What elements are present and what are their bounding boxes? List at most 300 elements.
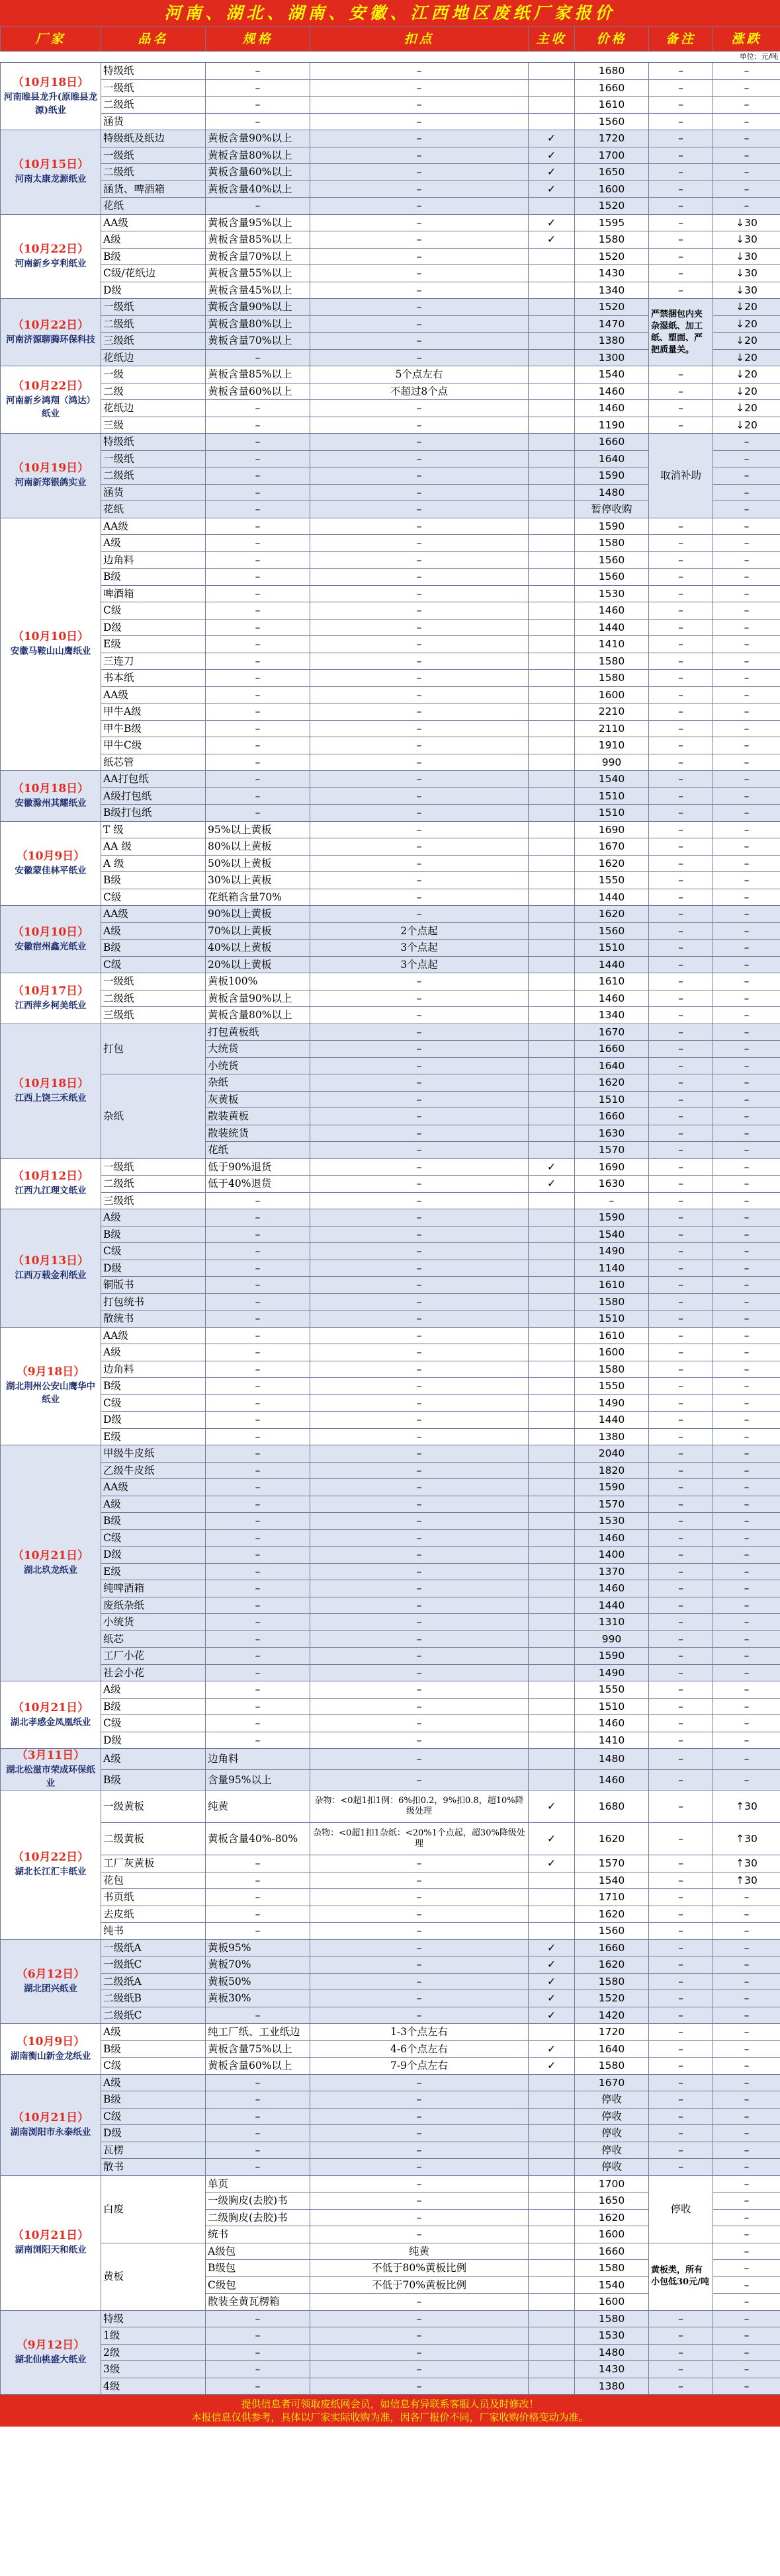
spec-cell: – — [206, 434, 310, 451]
deduct-cell: – — [310, 417, 529, 434]
price-cell: 1640 — [575, 2040, 649, 2058]
main-check-cell — [529, 1479, 575, 1496]
price-cell: 1480 — [575, 2344, 649, 2361]
factory-cell — [1, 973, 101, 1024]
price-cell: 1670 — [575, 838, 649, 856]
deduct-cell: 杂物：<0超1扣1例：6%扣0.2，9%扣0.8，超10%降级处理 — [310, 1791, 529, 1823]
table-row — [1, 518, 780, 535]
item-cell: 二级纸B — [101, 1990, 206, 2007]
main-check-cell — [529, 973, 575, 990]
spec-cell: – — [206, 569, 310, 586]
spec-cell: – — [206, 1630, 310, 1648]
note-cell: – — [649, 1108, 713, 1125]
item-cell: 甲牛C级 — [101, 737, 206, 754]
note-cell: 停收 — [649, 2175, 713, 2243]
deduct-cell: – — [310, 686, 529, 704]
spec-cell: 杂纸 — [206, 1074, 310, 1092]
table-row — [1, 1956, 780, 1974]
spec-cell: – — [206, 467, 310, 485]
change-cell: – — [713, 1091, 780, 1108]
main-check-cell: ✓ — [529, 1973, 575, 1990]
deduct-cell: – — [310, 1344, 529, 1361]
price-cell: 1560 — [575, 569, 649, 586]
main-check-cell — [529, 2226, 575, 2243]
main-check-cell — [529, 855, 575, 872]
item-cell: 一级纸C — [101, 1956, 206, 1974]
main-check-cell — [529, 940, 575, 957]
item-cell: AA级 — [101, 906, 206, 923]
price-cell: 990 — [575, 754, 649, 771]
main-check-cell — [529, 2159, 575, 2176]
change-cell: – — [713, 2276, 780, 2294]
factory-cell — [1, 1445, 101, 1681]
price-cell: 1610 — [575, 1277, 649, 1294]
spec-cell: 黄板70% — [206, 1956, 310, 1974]
item-cell: 一级纸 — [101, 450, 206, 467]
change-cell: – — [713, 2040, 780, 2058]
deduct-cell: – — [310, 805, 529, 822]
factory-date: （10月10日） — [12, 630, 89, 644]
item-cell: D级 — [101, 1732, 206, 1749]
price-cell: 停收 — [575, 2108, 649, 2125]
change-cell: – — [713, 1226, 780, 1243]
spec-cell: – — [206, 1698, 310, 1715]
table-row — [1, 990, 780, 1007]
table-row — [1, 906, 780, 923]
spec-cell: – — [206, 704, 310, 721]
price-cell: 1620 — [575, 1956, 649, 1974]
main-check-cell — [529, 1293, 575, 1310]
table-row — [1, 585, 780, 602]
table-row — [1, 2344, 780, 2361]
spec-cell: – — [206, 1293, 310, 1310]
factory-name: 安徽滁州其耀纸业 — [15, 797, 87, 809]
change-cell: ↓30 — [713, 231, 780, 249]
note-cell: – — [649, 1209, 713, 1227]
deduct-cell: – — [310, 164, 529, 181]
item-cell: A级 — [101, 231, 206, 249]
note-cell: – — [649, 585, 713, 602]
note-cell: – — [649, 1260, 713, 1277]
deduct-cell: – — [310, 248, 529, 265]
change-cell: ↓20 — [713, 417, 780, 434]
price-cell: 1670 — [575, 2074, 649, 2091]
table-row — [1, 2378, 780, 2395]
item-cell: AA级 — [101, 1479, 206, 1496]
note-cell: – — [649, 990, 713, 1007]
factory-name: 江西上饶三禾纸业 — [15, 1093, 87, 1104]
table-row — [1, 619, 780, 636]
price-cell: 1590 — [575, 1479, 649, 1496]
table-row — [1, 79, 780, 97]
main-check-cell: ✓ — [529, 1956, 575, 1974]
table-row — [1, 1698, 780, 1715]
price-cell: 1590 — [575, 518, 649, 535]
note-cell: – — [649, 231, 713, 249]
price-cell: 1480 — [575, 1749, 649, 1770]
item-cell: D级 — [101, 2125, 206, 2142]
price-cell: 1550 — [575, 872, 649, 889]
change-cell: – — [713, 653, 780, 670]
table-row — [1, 1378, 780, 1395]
note-cell: – — [649, 1563, 713, 1580]
deduct-cell: – — [310, 231, 529, 249]
spec-cell: 黄板100% — [206, 973, 310, 990]
price-cell: 2110 — [575, 720, 649, 737]
main-check-cell — [529, 1648, 575, 1665]
table-row — [1, 1344, 780, 1361]
price-cell: 1820 — [575, 1462, 649, 1479]
change-cell: – — [713, 821, 780, 838]
deduct-cell: – — [310, 130, 529, 147]
deduct-cell: – — [310, 787, 529, 805]
header-deduct: 扣点 — [310, 27, 529, 52]
item-cell: B级 — [101, 1513, 206, 1530]
deduct-cell: – — [310, 1664, 529, 1681]
table-row — [1, 1496, 780, 1513]
note-cell: – — [649, 653, 713, 670]
spec-cell: 花纸 — [206, 1142, 310, 1159]
deduct-cell: – — [310, 467, 529, 485]
change-cell: ↓20 — [713, 400, 780, 417]
spec-cell: 散装全黄瓦楞箱 — [206, 2294, 310, 2311]
change-cell: – — [713, 906, 780, 923]
item-cell: 甲级牛皮纸 — [101, 1445, 206, 1463]
table-row — [1, 366, 780, 383]
note-cell: – — [649, 569, 713, 586]
table-row — [1, 754, 780, 771]
main-check-cell — [529, 1142, 575, 1159]
factory-cell — [1, 906, 101, 973]
spec-cell: – — [206, 1327, 310, 1344]
price-cell: 1560 — [575, 1923, 649, 1940]
item-cell: C级 — [101, 889, 206, 906]
price-cell: 1700 — [575, 147, 649, 164]
note-cell: – — [649, 130, 713, 147]
deduct-cell: – — [310, 653, 529, 670]
main-check-cell — [529, 1327, 575, 1344]
note-cell: – — [649, 113, 713, 130]
deduct-cell: – — [310, 1547, 529, 1564]
main-check-cell — [529, 906, 575, 923]
table-row — [1, 855, 780, 872]
spec-cell: – — [206, 602, 310, 620]
spec-cell: 散装黄板 — [206, 1108, 310, 1125]
note-cell: – — [649, 1872, 713, 1889]
table-row — [1, 940, 780, 957]
table-body — [1, 63, 780, 2395]
main-check-cell — [529, 704, 575, 721]
main-check-cell — [529, 1462, 575, 1479]
spec-cell: – — [206, 653, 310, 670]
price-cell: 1540 — [575, 1872, 649, 1889]
change-cell: – — [713, 1956, 780, 1974]
main-check-cell — [529, 990, 575, 1007]
price-cell: 1380 — [575, 1428, 649, 1445]
item-cell: A级打包纸 — [101, 787, 206, 805]
change-cell: – — [713, 2091, 780, 2109]
main-check-cell — [529, 2310, 575, 2327]
price-cell: 1460 — [575, 602, 649, 620]
spec-cell: – — [206, 1547, 310, 1564]
spec-cell: – — [206, 2159, 310, 2176]
deduct-cell: – — [310, 63, 529, 80]
change-cell: – — [713, 1142, 780, 1159]
item-cell: 散统书 — [101, 1310, 206, 1328]
item-cell: 一级 — [101, 366, 206, 383]
item-cell: 去皮纸 — [101, 1906, 206, 1923]
factory-cell — [1, 771, 101, 822]
main-check-cell — [529, 248, 575, 265]
deduct-cell: – — [310, 720, 529, 737]
item-cell: 废纸杂纸 — [101, 1597, 206, 1614]
table-row — [1, 1732, 780, 1749]
note-cell: – — [649, 1041, 713, 1058]
item-cell: D级 — [101, 1260, 206, 1277]
change-cell: – — [713, 771, 780, 788]
deduct-cell: – — [310, 1580, 529, 1597]
factory-date: （10月21日） — [12, 2111, 89, 2124]
main-check-cell — [529, 383, 575, 400]
price-cell: 1580 — [575, 2260, 649, 2277]
spec-cell: 黄板含量60%以上 — [206, 383, 310, 400]
table-row — [1, 956, 780, 973]
item-cell: A级 — [101, 922, 206, 940]
note-cell: – — [649, 97, 713, 114]
main-check-cell — [529, 1361, 575, 1378]
spec-cell: 边角料 — [206, 1749, 310, 1770]
spec-cell: 纯工厂纸、工业纸边 — [206, 2024, 310, 2041]
note-cell: – — [649, 2361, 713, 2378]
change-cell: – — [713, 1513, 780, 1530]
spec-cell: 黄板含量80%以上 — [206, 315, 310, 333]
spec-cell: B级包 — [206, 2260, 310, 2277]
price-cell: 1620 — [575, 1074, 649, 1092]
item-cell: B级 — [101, 1769, 206, 1791]
deduct-cell: – — [310, 1732, 529, 1749]
price-cell: 1640 — [575, 1057, 649, 1074]
item-cell: C级 — [101, 2108, 206, 2125]
deduct-cell: – — [310, 1091, 529, 1108]
price-cell: 1580 — [575, 670, 649, 687]
factory-date: （10月9日） — [16, 849, 85, 863]
factory-cell — [1, 2024, 101, 2075]
note-cell: – — [649, 1394, 713, 1412]
main-check-cell — [529, 2125, 575, 2142]
spec-cell: 黄板含量90%以上 — [206, 299, 310, 316]
note-cell: – — [649, 366, 713, 383]
change-cell: ↓20 — [713, 333, 780, 350]
table-row — [1, 1791, 780, 1823]
deduct-cell: – — [310, 636, 529, 653]
factory-name: 湖南浏阳市永泰纸业 — [10, 2126, 91, 2138]
price-cell: 1600 — [575, 181, 649, 198]
spec-cell: 黄板含量60%以上 — [206, 164, 310, 181]
deduct-cell: – — [310, 1176, 529, 1193]
header-factory: 厂家 — [1, 27, 101, 52]
note-cell: – — [649, 1855, 713, 1872]
factory-date: （10月19日） — [12, 462, 89, 475]
item-cell: B级 — [101, 1698, 206, 1715]
spec-cell: 纯黄 — [206, 1791, 310, 1823]
note-cell: – — [649, 670, 713, 687]
spec-cell: – — [206, 1445, 310, 1463]
spec-cell: – — [206, 113, 310, 130]
main-check-cell — [529, 417, 575, 434]
deduct-cell: – — [310, 501, 529, 518]
spec-cell: 黄板含量95%以上 — [206, 214, 310, 231]
change-cell: – — [713, 1547, 780, 1564]
change-cell: – — [713, 1158, 780, 1176]
deduct-cell: – — [310, 349, 529, 366]
deduct-cell: – — [310, 434, 529, 451]
deduct-cell: – — [310, 198, 529, 215]
factory-date: （10月15日） — [12, 158, 89, 172]
note-cell: – — [649, 1630, 713, 1648]
change-cell: – — [713, 2193, 780, 2210]
main-check-cell — [529, 484, 575, 501]
change-cell: – — [713, 2243, 780, 2260]
main-check-cell — [529, 2327, 575, 2345]
table-row — [1, 147, 780, 164]
price-cell: 1190 — [575, 417, 649, 434]
spec-cell: – — [206, 349, 310, 366]
item-cell: 三级 — [101, 417, 206, 434]
change-cell: – — [713, 990, 780, 1007]
table-row — [1, 973, 780, 990]
table-row — [1, 231, 780, 249]
note-cell: – — [649, 400, 713, 417]
main-check-cell — [529, 1664, 575, 1681]
factory-date: （10月18日） — [12, 782, 89, 795]
change-cell: ↓20 — [713, 366, 780, 383]
price-cell: 1520 — [575, 299, 649, 316]
item-cell: 纸芯 — [101, 1630, 206, 1648]
deduct-cell: – — [310, 181, 529, 198]
deduct-cell: 杂物：<0超1扣1杂纸：<20%1个点起，超30%降级处理 — [310, 1823, 529, 1855]
factory-cell — [1, 821, 101, 906]
main-check-cell — [529, 366, 575, 383]
table-row — [1, 1007, 780, 1024]
change-cell: – — [713, 787, 780, 805]
item-cell: A 级 — [101, 855, 206, 872]
change-cell: – — [713, 2260, 780, 2277]
spec-cell: 黄板含量60%以上 — [206, 2058, 310, 2075]
factory-name: 河南济源聊腾环保科技 — [6, 334, 95, 345]
table-row — [1, 1648, 780, 1665]
main-check-cell — [529, 1889, 575, 1906]
spec-cell: – — [206, 1462, 310, 1479]
note-cell: – — [649, 1698, 713, 1715]
table-row — [1, 2159, 780, 2176]
deduct-cell: – — [310, 2074, 529, 2091]
change-cell: – — [713, 1681, 780, 1699]
table-row — [1, 838, 780, 856]
deduct-cell: – — [310, 1394, 529, 1412]
deduct-cell: – — [310, 2091, 529, 2109]
table-row — [1, 1462, 780, 1479]
spec-cell: – — [206, 1513, 310, 1530]
factory-date: （9月18日） — [16, 1365, 85, 1379]
price-cell: 1600 — [575, 2294, 649, 2311]
price-cell: 1530 — [575, 1513, 649, 1530]
table-row — [1, 2058, 780, 2075]
main-check-cell: ✓ — [529, 1939, 575, 1956]
deduct-cell: – — [310, 737, 529, 754]
price-cell: 1620 — [575, 2209, 649, 2226]
deduct-cell: – — [310, 1243, 529, 1260]
main-check-cell — [529, 602, 575, 620]
deduct-cell: – — [310, 282, 529, 299]
note-cell: – — [649, 754, 713, 771]
item-cell: B级 — [101, 940, 206, 957]
change-cell: – — [713, 164, 780, 181]
change-cell: – — [713, 1614, 780, 1631]
note-cell: – — [649, 1956, 713, 1974]
deduct-cell: – — [310, 1630, 529, 1648]
note-cell: – — [649, 973, 713, 990]
price-cell: 1410 — [575, 636, 649, 653]
spec-cell: – — [206, 805, 310, 822]
change-cell: – — [713, 1344, 780, 1361]
table-row — [1, 2024, 780, 2041]
item-cell: 特级纸 — [101, 63, 206, 80]
deduct-cell: 5个点左右 — [310, 366, 529, 383]
table-row — [1, 2074, 780, 2091]
note-cell: – — [649, 602, 713, 620]
spec-cell: 打包黄板纸 — [206, 1024, 310, 1041]
item-cell: 一级纸 — [101, 79, 206, 97]
price-cell: 1610 — [575, 973, 649, 990]
spec-cell: – — [206, 619, 310, 636]
change-cell: – — [713, 1024, 780, 1041]
note-cell: – — [649, 198, 713, 215]
spec-cell: 黄板95% — [206, 1939, 310, 1956]
price-cell: 1660 — [575, 2243, 649, 2260]
change-cell: – — [713, 940, 780, 957]
note-cell: – — [649, 1310, 713, 1328]
table-row — [1, 1823, 780, 1855]
spec-cell: – — [206, 1209, 310, 1227]
price-cell: – — [575, 1192, 649, 1209]
deduct-cell: – — [310, 551, 529, 569]
spec-cell: – — [206, 535, 310, 552]
table-row — [1, 1412, 780, 1429]
main-check-cell — [529, 1698, 575, 1715]
table-row — [1, 1630, 780, 1648]
main-check-cell — [529, 2024, 575, 2041]
price-cell: 1510 — [575, 805, 649, 822]
note-cell: – — [649, 248, 713, 265]
main-check-cell — [529, 299, 575, 316]
table-row — [1, 1939, 780, 1956]
main-check-cell — [529, 1563, 575, 1580]
deduct-cell: – — [310, 569, 529, 586]
change-cell: – — [713, 855, 780, 872]
table-row — [1, 1715, 780, 1732]
note-cell: – — [649, 787, 713, 805]
price-cell: 1550 — [575, 1378, 649, 1395]
deduct-cell: – — [310, 2226, 529, 2243]
price-cell: 1440 — [575, 1412, 649, 1429]
spec-cell: 散装统货 — [206, 1125, 310, 1142]
note-cell: – — [649, 1973, 713, 1990]
note-cell: – — [649, 1462, 713, 1479]
factory-cell — [1, 2074, 101, 2175]
table-row — [1, 1664, 780, 1681]
deduct-cell: – — [310, 1715, 529, 1732]
item-cell: 一级纸 — [101, 147, 206, 164]
